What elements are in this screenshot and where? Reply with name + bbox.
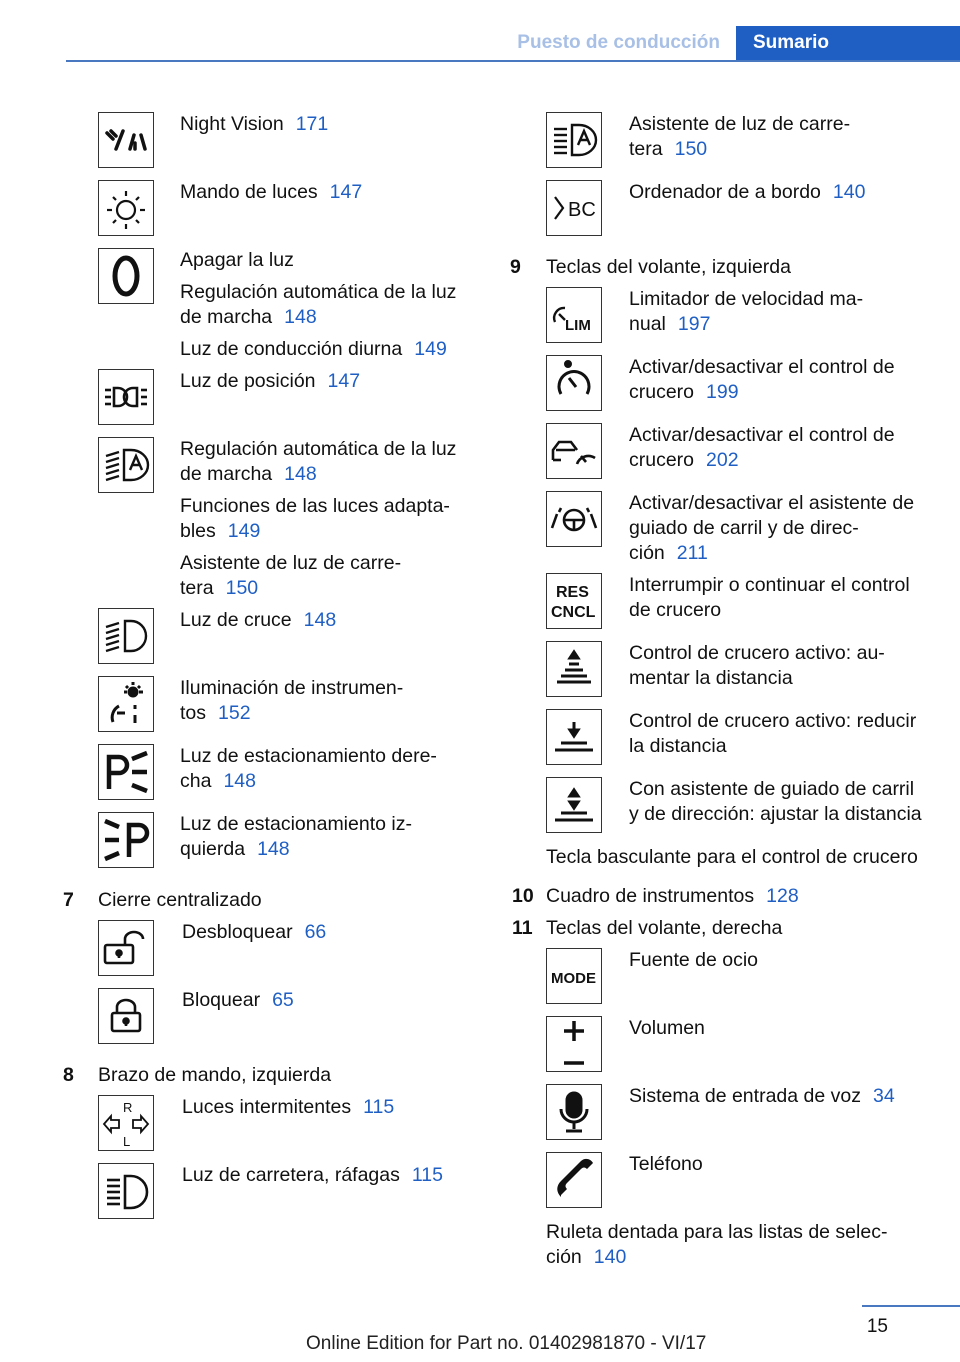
est-der-label: Luz de estacionamiento dere- — [180, 745, 437, 767]
entrada-voz-entry: Sistema de entrada de voz 34 — [629, 1085, 895, 1107]
res-label: Interrumpir o continuar el control — [629, 574, 910, 596]
parking-light-right-icon — [98, 744, 154, 800]
item-11-number: 11 — [512, 917, 533, 939]
lock-icon — [98, 988, 154, 1044]
est-der-cont: cha 148 — [180, 770, 256, 792]
bloquear-entry: Bloquear 65 — [182, 989, 294, 1011]
luces-adaptables-cont: bles 149 — [180, 520, 261, 542]
svg-text:BC: BC — [568, 199, 596, 221]
footer-rule — [862, 1305, 960, 1307]
crucero2-ref[interactable]: 202 — [706, 449, 739, 471]
ruleta-label: Ruleta dentada para las listas de selec- — [546, 1221, 888, 1243]
regulacion-auto-label: Regulación automática de la luz — [180, 281, 457, 303]
item-9-number: 9 — [510, 256, 521, 278]
iluminacion-label: Iluminación de instrumen- — [180, 677, 404, 699]
speed-limiter-icon — [546, 287, 602, 343]
apagar-luz-label: Apagar la luz — [180, 249, 294, 271]
luz-posicion-entry: Luz de posición 147 — [180, 370, 361, 392]
svg-text:LIM: LIM — [565, 317, 591, 334]
res-label2: de crucero — [629, 599, 722, 621]
high-beam-icon — [98, 1163, 154, 1219]
auto-headlight-icon — [98, 437, 154, 493]
luz-cruce-entry: Luz de cruce 148 — [180, 609, 337, 631]
microphone-icon — [546, 1084, 602, 1140]
instrument-lighting-icon — [98, 676, 154, 732]
asistente-luz-ref[interactable]: 150 — [225, 577, 259, 599]
luz-posicion-ref[interactable]: 147 — [327, 370, 361, 392]
aumentar-label2: mentar la distancia — [629, 667, 793, 689]
asistente-carretera-cont: tera 150 — [629, 138, 708, 160]
regulacion-auto2-ref[interactable]: 148 — [284, 463, 317, 485]
regulacion-auto-ref[interactable]: 148 — [284, 306, 317, 328]
header-tab-sumario[interactable]: Sumario — [736, 26, 960, 62]
ruleta-cont: ción 140 — [546, 1246, 627, 1268]
ajustar-label: Con asistente de guiado de carril — [629, 778, 915, 800]
intermitentes-ref[interactable]: 115 — [363, 1096, 395, 1118]
asistente-luz-cont: tera 150 — [180, 577, 259, 599]
svg-text:MODE: MODE — [551, 970, 596, 987]
svg-text:RES: RES — [556, 584, 589, 601]
reducir-label2: la distancia — [629, 735, 727, 757]
carretera-entry: Luz de carretera, ráfagas 115 — [182, 1164, 443, 1186]
onboard-computer-icon — [546, 180, 602, 236]
item-7-title: Cierre centralizado — [98, 889, 262, 911]
guiado-cont: ción 211 — [629, 542, 708, 564]
item-8-title: Brazo de mando, izquierda — [98, 1064, 332, 1086]
luz-diurna-ref[interactable]: 149 — [414, 338, 447, 360]
limitador-ref[interactable]: 197 — [677, 313, 711, 335]
ordenador-entry: Ordenador de a bordo 140 — [629, 181, 866, 203]
est-izq-label: Luz de estacionamiento iz- — [180, 813, 412, 835]
position-light-icon — [98, 369, 154, 425]
crucero1-label: Activar/desactivar el control de — [629, 356, 895, 378]
turn-signal-icon — [98, 1095, 154, 1151]
night-vision-icon — [98, 112, 154, 168]
distance-decrease-icon — [546, 709, 602, 765]
ruleta-ref[interactable]: 140 — [593, 1246, 627, 1268]
luz-diurna-entry: Luz de conducción diurna 149 — [180, 338, 447, 360]
bloquear-ref[interactable]: 65 — [272, 989, 294, 1011]
regulacion-auto-cont: de marcha 148 — [180, 306, 317, 328]
crucero2-cont: crucero 202 — [629, 449, 739, 471]
mode-icon — [546, 948, 602, 1004]
entrada-voz-ref[interactable]: 34 — [872, 1085, 895, 1107]
tecla-basculante-text: Tecla basculante para el control de crucero — [546, 846, 918, 868]
est-izq-cont: quierda 148 — [180, 838, 290, 860]
svg-text:R: R — [123, 1100, 133, 1115]
mando-luces-ref[interactable]: 147 — [329, 181, 363, 203]
aumentar-label: Control de crucero activo: au- — [629, 642, 885, 664]
item-9-title: Teclas del volante, izquierda — [546, 256, 791, 278]
svg-text:L: L — [123, 1134, 131, 1149]
night-vision-ref[interactable]: 171 — [295, 113, 329, 135]
crucero1-cont: crucero 199 — [629, 381, 739, 403]
telefono-label: Teléfono — [629, 1153, 703, 1175]
item-10-number: 10 — [512, 885, 534, 907]
asistente-carretera-ref[interactable]: 150 — [674, 138, 708, 160]
mando-luces-entry: Mando de luces 147 — [180, 181, 363, 203]
desbloquear-ref[interactable]: 66 — [304, 921, 327, 943]
luz-cruce-ref[interactable]: 148 — [303, 609, 337, 631]
cruise-control-icon — [546, 355, 602, 411]
distance-adjust-icon — [546, 777, 602, 833]
ordenador-ref[interactable]: 140 — [832, 181, 866, 203]
lane-steering-assist-icon — [546, 491, 602, 547]
parking-light-left-icon — [98, 812, 154, 868]
item-10-ref[interactable]: 128 — [766, 885, 799, 907]
page-number: 15 — [866, 1316, 888, 1337]
svg-text:CNCL: CNCL — [551, 604, 596, 621]
unlock-icon — [98, 920, 154, 976]
limitador-cont: nual 197 — [629, 313, 711, 335]
luces-adaptables-ref[interactable]: 149 — [227, 520, 261, 542]
low-beam-icon — [98, 608, 154, 664]
iluminacion-ref[interactable]: 152 — [218, 702, 251, 724]
limitador-label: Limitador de velocidad ma- — [629, 288, 864, 310]
item-8-number: 8 — [63, 1064, 74, 1086]
guiado-label2: guiado de carril y de direc- — [629, 517, 859, 539]
desbloquear-entry: Desbloquear 66 — [182, 921, 327, 943]
footer-edition: Online Edition for Part no. 01402981870 - VI/17 — [306, 1333, 707, 1354]
asistente-luz-label: Asistente de luz de carre- — [180, 552, 402, 574]
res-cncl-icon — [546, 573, 602, 629]
guiado-ref[interactable]: 211 — [676, 542, 708, 564]
volumen-label: Volumen — [629, 1017, 705, 1039]
fuente-ocio-label: Fuente de ocio — [629, 949, 759, 971]
intermitentes-entry: Luces intermitentes 115 — [182, 1096, 395, 1118]
est-der-ref[interactable]: 148 — [223, 770, 256, 792]
item-11-title: Teclas del volante, derecha — [546, 917, 783, 939]
iluminacion-cont: tos 152 — [180, 702, 251, 724]
reducir-label: Control de crucero activo: reducir — [629, 710, 917, 732]
distance-increase-icon — [546, 641, 602, 697]
phone-icon — [546, 1152, 602, 1208]
light-off-icon — [98, 248, 154, 304]
volume-icon — [546, 1016, 602, 1072]
header-section-title: Puesto de conducción — [517, 32, 720, 53]
est-izq-ref[interactable]: 148 — [257, 838, 290, 860]
carretera-ref[interactable]: 115 — [411, 1164, 443, 1186]
header-rule — [66, 60, 960, 62]
regulacion-auto2-label: Regulación automática de la luz — [180, 438, 457, 460]
night-vision-entry: Night Vision 171 — [180, 113, 329, 135]
guiado-label: Activar/desactivar el asistente de — [629, 492, 915, 514]
item-10-entry: Cuadro de instrumentos 128 — [546, 885, 799, 907]
regulacion-auto2-cont: de marcha 148 — [180, 463, 317, 485]
active-cruise-icon — [546, 423, 602, 479]
ajustar-label2: y de dirección: ajustar la distancia — [629, 803, 922, 825]
crucero2-label: Activar/desactivar el control de — [629, 424, 895, 446]
asistente-carretera-label: Asistente de luz de carre- — [629, 113, 851, 135]
item-7-number: 7 — [63, 889, 74, 911]
luces-adaptables-label: Funciones de las luces adapta- — [180, 495, 450, 517]
light-switch-icon — [98, 180, 154, 236]
high-beam-assist-icon — [546, 112, 602, 168]
crucero1-ref[interactable]: 199 — [706, 381, 739, 403]
